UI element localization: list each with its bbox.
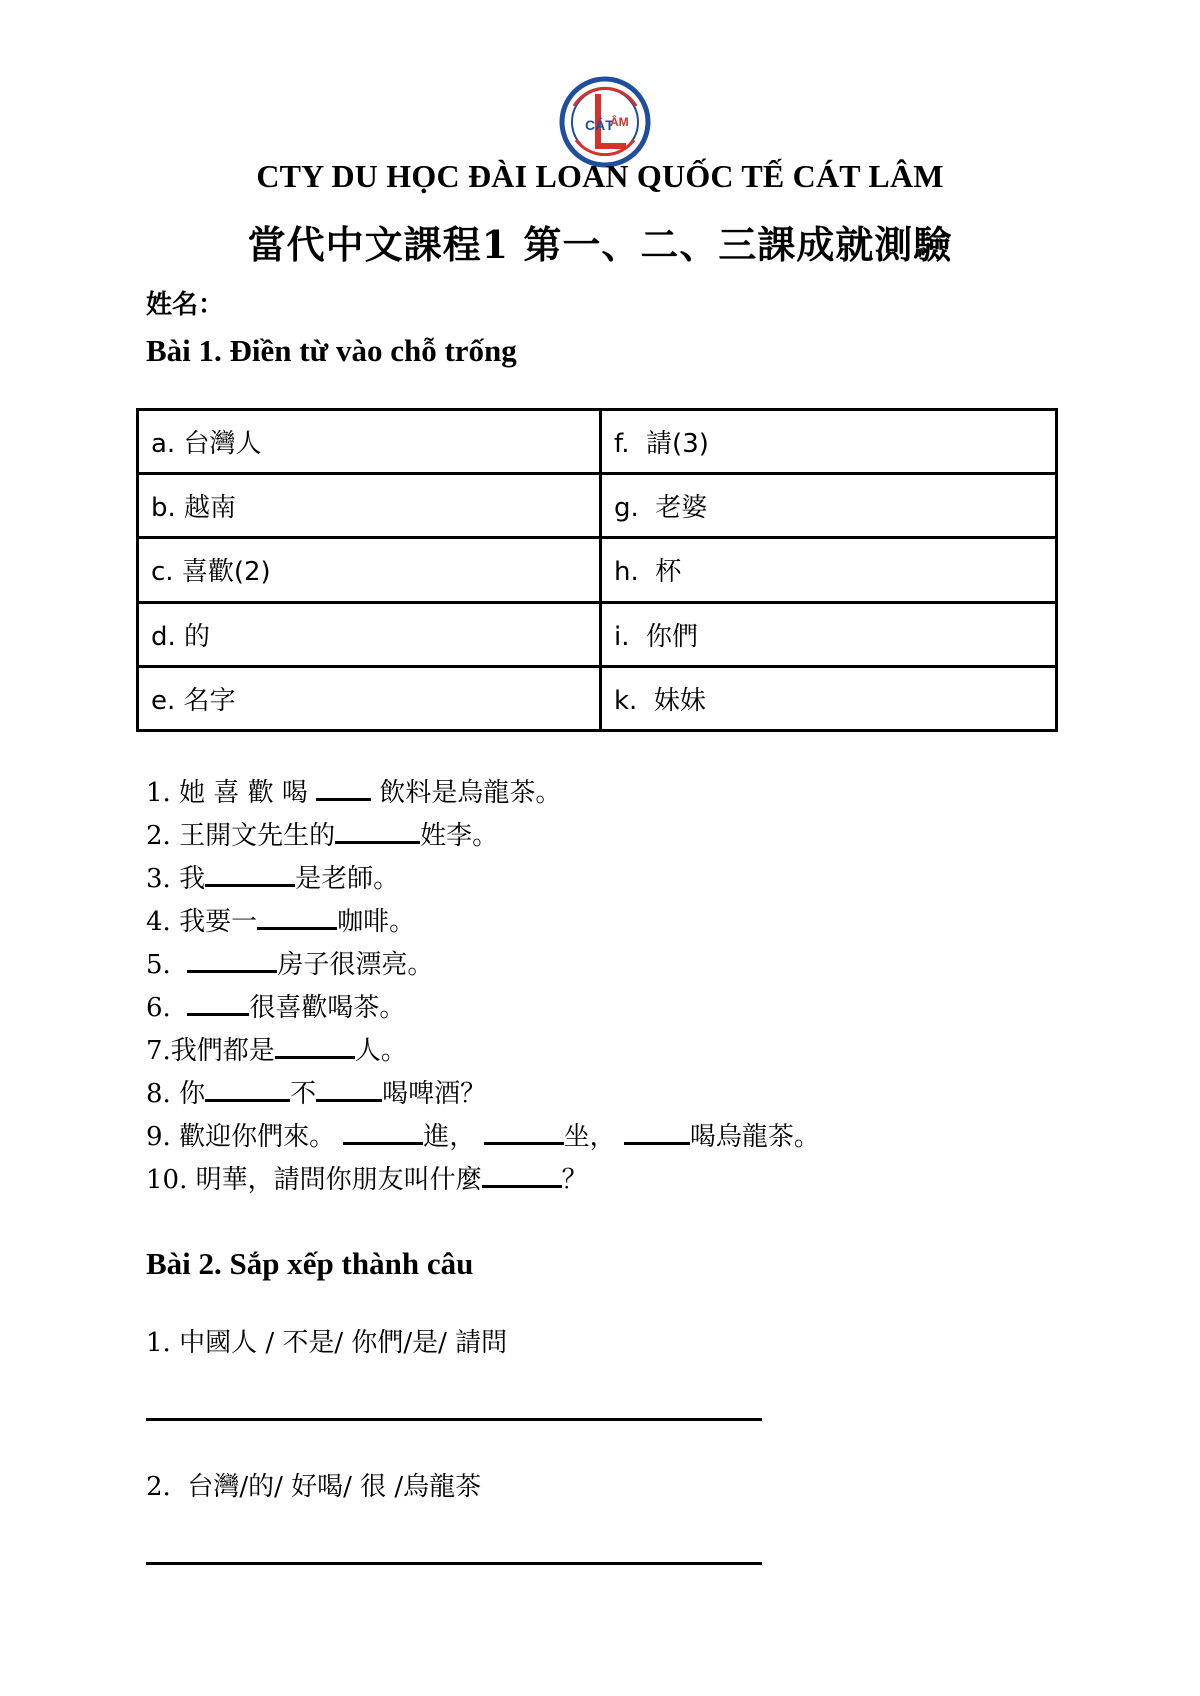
fill-in-questions bbox=[146, 772, 820, 1202]
question-text: 很喜歡喝茶。 bbox=[249, 993, 406, 1023]
answer-blank[interactable] bbox=[187, 991, 249, 1016]
question-7 bbox=[146, 1030, 820, 1073]
question-text: 6. bbox=[146, 993, 188, 1023]
answer-line[interactable] bbox=[146, 1418, 762, 1421]
answer-blank[interactable] bbox=[275, 1034, 355, 1059]
question-9 bbox=[146, 1116, 820, 1159]
question-text: 人。 bbox=[354, 1036, 407, 1066]
answer-blank[interactable] bbox=[316, 776, 371, 801]
answer-blank[interactable] bbox=[316, 1077, 382, 1102]
question-text: 飲料是烏龍茶。 bbox=[371, 778, 562, 808]
question-text: 咖啡。 bbox=[337, 907, 416, 937]
table-row bbox=[138, 666, 1057, 730]
vocab-cell: d. 的 bbox=[138, 602, 601, 666]
question-10 bbox=[146, 1159, 820, 1202]
answer-blank[interactable] bbox=[484, 1120, 564, 1145]
question-text: ？ bbox=[561, 1165, 588, 1195]
vocab-cell: h. 杯 bbox=[601, 538, 1057, 602]
vocab-cell: c. 喜歡(2) bbox=[138, 538, 601, 602]
question-text: 5. bbox=[146, 950, 188, 980]
answer-blank[interactable] bbox=[205, 862, 295, 887]
vocab-cell: f. 請(3) bbox=[601, 410, 1057, 474]
question-text: 8. 你 bbox=[146, 1079, 206, 1109]
table-row bbox=[138, 602, 1057, 666]
table-row bbox=[138, 410, 1057, 474]
answer-blank[interactable] bbox=[482, 1163, 562, 1188]
question-text: 10. 明華，請問你朋友叫什麼 bbox=[146, 1165, 482, 1195]
vocab-cell: k. 妹妹 bbox=[601, 666, 1057, 730]
reorder-item-1: 1. 中國人 / 不是/ 你們/是/ 請問 bbox=[146, 1328, 508, 1358]
question-4 bbox=[146, 901, 820, 944]
answer-blank[interactable] bbox=[343, 1120, 423, 1145]
question-text: 是老師。 bbox=[295, 864, 400, 894]
answer-blank[interactable] bbox=[187, 948, 277, 973]
answer-blank[interactable] bbox=[624, 1120, 690, 1145]
question-text: 3. 我 bbox=[146, 864, 206, 894]
question-text: 9. 歡迎你們來。 bbox=[146, 1122, 344, 1152]
question-1 bbox=[146, 772, 820, 815]
student-name-label: 姓名： bbox=[146, 290, 225, 320]
vocab-cell: b. 越南 bbox=[138, 474, 601, 538]
vocab-cell: g. 老婆 bbox=[601, 474, 1057, 538]
vocab-cell: a. 台灣人 bbox=[138, 410, 601, 474]
section1-title: Bài 1. Điền từ vào chỗ trống bbox=[146, 333, 517, 368]
question-text: 房子很漂亮。 bbox=[277, 950, 434, 980]
question-text: 喝烏龍茶。 bbox=[689, 1122, 820, 1152]
table-row bbox=[138, 538, 1057, 602]
answer-blank[interactable] bbox=[335, 819, 420, 844]
question-2 bbox=[146, 815, 820, 858]
vocab-cell: e. 名字 bbox=[138, 666, 601, 730]
section2-title: Bài 2. Sắp xếp thành câu bbox=[146, 1246, 474, 1281]
question-text: 7.我們都是 bbox=[146, 1036, 275, 1066]
test-title: 當代中文課程1 第一、二、三課成就測驗 bbox=[247, 222, 953, 267]
question-text: 4. 我要一 bbox=[146, 907, 258, 937]
cat-lam-logo bbox=[556, 76, 654, 168]
company-name: CTY DU HỌC ĐÀI LOAN QUỐC TẾ CÁT LÂM bbox=[256, 158, 944, 194]
question-text: 2. 王開文先生的 bbox=[146, 821, 336, 851]
answer-blank[interactable] bbox=[257, 905, 337, 930]
vocabulary-table bbox=[136, 408, 1058, 732]
question-text: 坐， bbox=[563, 1122, 624, 1152]
question-8 bbox=[146, 1073, 820, 1116]
question-6 bbox=[146, 987, 820, 1030]
answer-blank[interactable] bbox=[205, 1077, 290, 1102]
table-row bbox=[138, 474, 1057, 538]
question-text: 喝啤酒？ bbox=[382, 1079, 487, 1109]
question-text: 1. 她 喜 歡 喝 bbox=[146, 778, 317, 808]
question-text: 進， bbox=[423, 1122, 484, 1152]
question-3 bbox=[146, 858, 820, 901]
question-5 bbox=[146, 944, 820, 987]
svg-text:ÂM: ÂM bbox=[610, 115, 629, 129]
question-text: 姓李。 bbox=[420, 821, 499, 851]
vocab-cell: i. 你們 bbox=[601, 602, 1057, 666]
reorder-item-2: 2. 台灣/的/ 好喝/ 很 /烏龍茶 bbox=[146, 1472, 482, 1502]
svg-text:CÁT: CÁT bbox=[585, 117, 614, 133]
answer-line[interactable] bbox=[146, 1562, 762, 1565]
question-text: 不 bbox=[290, 1079, 317, 1109]
